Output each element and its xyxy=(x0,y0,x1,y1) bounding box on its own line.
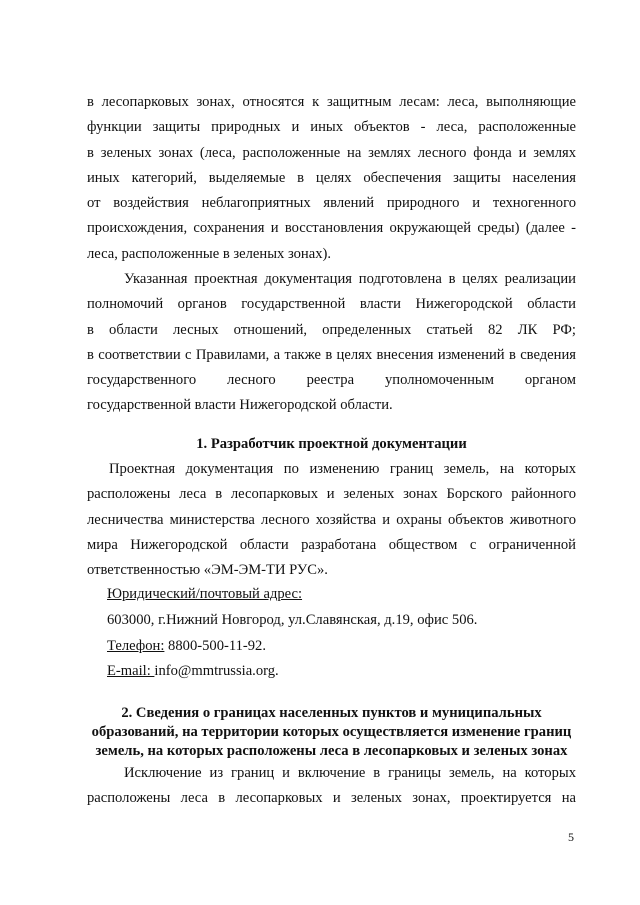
text-line: Исключение из границ и включение в границы земель, на которых xyxy=(124,765,576,781)
text-line: Проектная документация по изменению границ земель, на которых xyxy=(109,461,576,477)
text-line: происхождения, сохранения и восстановления окружающей среды) (далее - xyxy=(87,220,576,237)
phone-label: Телефон: xyxy=(107,638,165,654)
heading-line: 2. Сведения о границах населенных пунктов и муниципальных xyxy=(121,705,542,721)
text-line: расположены леса в лесопарковых и зеленых зонах Борского районного xyxy=(87,486,576,503)
email-label: E-mail: xyxy=(107,663,155,679)
section-2-paragraph xyxy=(87,761,576,812)
text-line: леса, расположенные в зеленых зонах). xyxy=(87,245,332,262)
section-2-heading xyxy=(87,704,576,761)
text-line: от воздействия неблагоприятных явлений природного и техногенного xyxy=(87,195,576,212)
text-line: ответственностью «ЭМ-ЭМ-ТИ РУС». xyxy=(87,562,328,579)
purpose-paragraph xyxy=(87,267,576,419)
phone-value: 8800-500-11-92. xyxy=(164,638,267,654)
text-line: иных категорий, выделяемые в целях обеспечения защиты населения xyxy=(87,169,576,186)
text-line: в соответствии с Правилами, а также в целях внесения изменений в сведения xyxy=(87,346,576,363)
address-label: Юридический/почтовый адрес: xyxy=(107,586,303,602)
address-value: 603000, г.Нижний Новгород, ул.Славянская, д.19, офис 506. xyxy=(107,612,478,628)
intro-paragraph xyxy=(87,90,576,267)
text-line: государственного лесного реестра уполномоченным органом xyxy=(87,372,576,389)
text-line: в лесопарковых зонах, относятся к защитным лесам: леса, выполняющие xyxy=(87,94,576,110)
phone-line xyxy=(107,638,266,655)
heading-line: образований, на территории которых осуществляется изменение границ xyxy=(91,724,572,740)
section-1-heading: 1. Разработчик проектной документации xyxy=(196,436,467,452)
text-line: мира Нижегородской области разработана обществом с ограниченной xyxy=(87,536,576,553)
text-line: полномочий органов государственной власти Нижегородской области xyxy=(87,296,576,313)
text-line: в области лесных отношений, определенных статьей 82 ЛК РФ; xyxy=(87,321,576,338)
text-line: Указанная проектная документация подготовлена в целях реализации xyxy=(124,271,576,287)
page-number: 5 xyxy=(568,830,574,844)
text-line: расположены леса в лесопарковых и зеленых зонах, проектируется на xyxy=(87,790,576,807)
text-line: лесничества министерства лесного хозяйства и охраны объектов животного xyxy=(87,511,576,528)
text-line: в зеленых зонах (леса, расположенные на землях лесного фонда и землях xyxy=(87,144,576,161)
text-line: функции защиты природных и иных объектов - леса, расположенные xyxy=(87,119,576,136)
email-value: info@mmtrussia.org. xyxy=(154,663,279,679)
heading-line: земель, на которых расположены леса в лесопарковых и зеленых зонах xyxy=(95,743,568,759)
text-line: государственной власти Нижегородской области. xyxy=(87,397,393,414)
email-line xyxy=(107,663,279,680)
section-1-paragraph xyxy=(87,457,576,583)
